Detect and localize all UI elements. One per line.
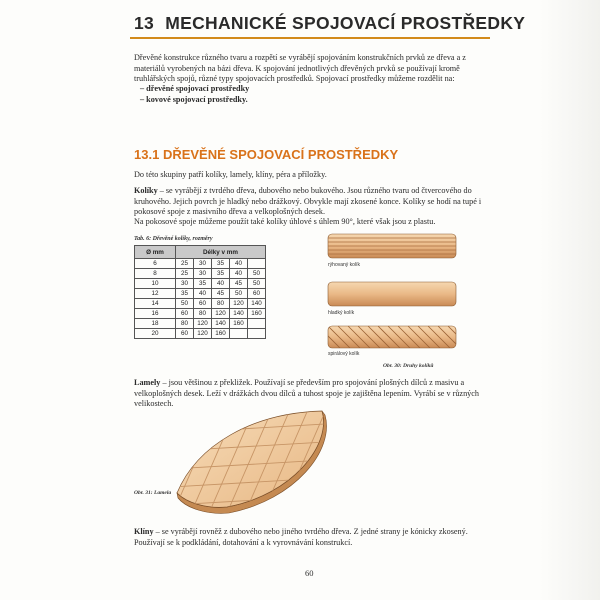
- table-header-diameter: Ø mm: [135, 246, 176, 259]
- figure-dowel-types: [318, 230, 468, 375]
- table-cell-length: 35: [194, 279, 212, 289]
- table-cell-length: [248, 329, 266, 339]
- table-cell-length: [248, 259, 266, 269]
- table-cell-length: 35: [212, 269, 230, 279]
- table-caption: Tab. 6: Dřevěné kolíky, rozměry: [134, 236, 213, 242]
- page-number: 60: [305, 568, 314, 578]
- table-cell-diameter: 20: [135, 329, 176, 339]
- table-cell-length: 40: [212, 279, 230, 289]
- chapter-title: [134, 13, 525, 34]
- table-cell-length: 120: [212, 309, 230, 319]
- chapter-number: 13: [134, 13, 155, 33]
- table-row: [135, 279, 266, 289]
- table-cell-diameter: 16: [135, 309, 176, 319]
- dowel-label-smooth: hladký kolík: [328, 310, 355, 316]
- table-cell-length: 45: [212, 289, 230, 299]
- table-cell-length: 40: [194, 289, 212, 299]
- table-cell-diameter: 18: [135, 319, 176, 329]
- table-cell-length: 160: [212, 329, 230, 339]
- term-lamely: Lamely: [134, 378, 161, 387]
- table-cell-length: 160: [248, 309, 266, 319]
- table-cell-length: 50: [248, 279, 266, 289]
- lamela-illustration: [172, 405, 342, 520]
- table-cell-length: 30: [194, 259, 212, 269]
- table-cell-length: 160: [230, 319, 248, 329]
- table-cell-length: 60: [248, 289, 266, 299]
- paragraph-intro: Do této skupiny patří kolíky, lamely, klíny, péra a příložky.: [134, 170, 327, 179]
- paragraph-kliny-body: – se vyrábějí rovněž z dubového nebo jiného tvrdého dřeva. Z jedné strany je kónicky zkosený. Používají se k podkládání, dotahování a k vyrovnávání konstrukcí.: [134, 527, 468, 547]
- table-cell-length: 120: [230, 299, 248, 309]
- table-header-lengths: Délky v mm: [176, 246, 266, 259]
- table-cell-length: 120: [194, 329, 212, 339]
- table-cell-length: [230, 329, 248, 339]
- table-cell-length: 60: [176, 309, 194, 319]
- table-cell-length: 25: [176, 269, 194, 279]
- section-title: [134, 147, 398, 162]
- table-cell-length: 45: [230, 279, 248, 289]
- table-cell-diameter: 12: [135, 289, 176, 299]
- table-cell-length: 140: [230, 309, 248, 319]
- table-cell-length: 35: [212, 259, 230, 269]
- section-title-text: DŘEVĚNÉ SPOJOVACÍ PROSTŘEDKY: [162, 147, 399, 162]
- table-row: [135, 269, 266, 279]
- table-cell-length: 80: [176, 319, 194, 329]
- paragraph-lamely-body: – jsou většinou z překližek. Používají se především pro spojování plošných dílců z masivu a velkoplošných desek. Leží v drážkách dvou dílců a tuhost spoje je zajištěna lepením. Vyrábí se v různých velikostech.: [134, 378, 479, 408]
- bullet-item: – dřevěné spojovací prostředky: [140, 84, 250, 93]
- figure-lamela: [172, 405, 342, 520]
- table-cell-length: 120: [194, 319, 212, 329]
- table-cell-length: 140: [248, 299, 266, 309]
- table-row: [135, 259, 266, 269]
- table-cell-length: 50: [248, 269, 266, 279]
- table-cell-length: 60: [176, 329, 194, 339]
- table-cell-length: 80: [212, 299, 230, 309]
- page-gutter-shadow: [540, 0, 600, 600]
- paragraph-koliky: [134, 186, 489, 218]
- table-cell-length: 35: [176, 289, 194, 299]
- intro-bullet-list: [140, 84, 440, 105]
- table-row: [135, 319, 266, 329]
- dowel-label-grooved: rýhovaný kolík: [328, 262, 360, 268]
- term-koliky: Kolíky: [134, 186, 158, 195]
- bullet-item: – kovové spojovací prostředky.: [140, 94, 248, 104]
- dowel-dimensions-table: [134, 245, 266, 339]
- table-row: [135, 299, 266, 309]
- intro-paragraph: Dřevěné konstrukce různého tvaru a rozpětí se vyrábějí spojováním konstrukčních prvků ze dřeva a z materiálů vyrobených na bázi dřeva. K spojování jednotlivých dřevěných prvků se používají kromě truhlářských spojů, různé typy spojovacích prostředků. Spojovací prostředky můžeme rozdělit na:: [134, 53, 466, 83]
- table-cell-length: 80: [194, 309, 212, 319]
- table-row: [135, 309, 266, 319]
- chapter-title-text: MECHANICKÉ SPOJOVACÍ PROSTŘEDKY: [165, 13, 526, 33]
- table-cell-length: 25: [176, 259, 194, 269]
- figure-30-caption: Obr. 30: Druhy kolíků: [383, 363, 434, 369]
- figure-31-caption: Obr. 31: Lamela: [134, 490, 172, 496]
- table-cell-length: 50: [230, 289, 248, 299]
- table-cell-diameter: 14: [135, 299, 176, 309]
- table-cell-length: 40: [230, 259, 248, 269]
- table-cell-length: [248, 319, 266, 329]
- paragraph-kliny: [134, 527, 489, 548]
- table-cell-length: 30: [176, 279, 194, 289]
- table-cell-diameter: 10: [135, 279, 176, 289]
- table-cell-diameter: 6: [135, 259, 176, 269]
- table-cell-length: 30: [194, 269, 212, 279]
- table-row: [135, 289, 266, 299]
- table-cell-length: 140: [212, 319, 230, 329]
- table-cell-length: 60: [194, 299, 212, 309]
- paragraph-pokosove: Na pokosové spoje můžeme použít také kolíky úhlové s úhlem 90°, které však jsou z plastu.: [134, 217, 436, 226]
- table-cell-length: 40: [230, 269, 248, 279]
- table-row: [135, 329, 266, 339]
- term-kliny: Klíny: [134, 527, 154, 536]
- table-cell-length: 50: [176, 299, 194, 309]
- title-rule: [130, 37, 490, 39]
- dowel-label-spiral: spirálový kolík: [328, 351, 360, 357]
- table-cell-diameter: 8: [135, 269, 176, 279]
- section-number: 13.1: [134, 147, 160, 162]
- paragraph-koliky-body: – se vyrábějí z tvrdého dřeva, dubového nebo bukového. Jsou různého tvaru od čtvercového do kruhového. Jejich povrch je hladký nebo drážkový. Obvykle mají zkosené konce. Kolíky se hodí na tupé i pokosové spoje z masivního dřeva a velkoplošných desek.: [134, 186, 482, 216]
